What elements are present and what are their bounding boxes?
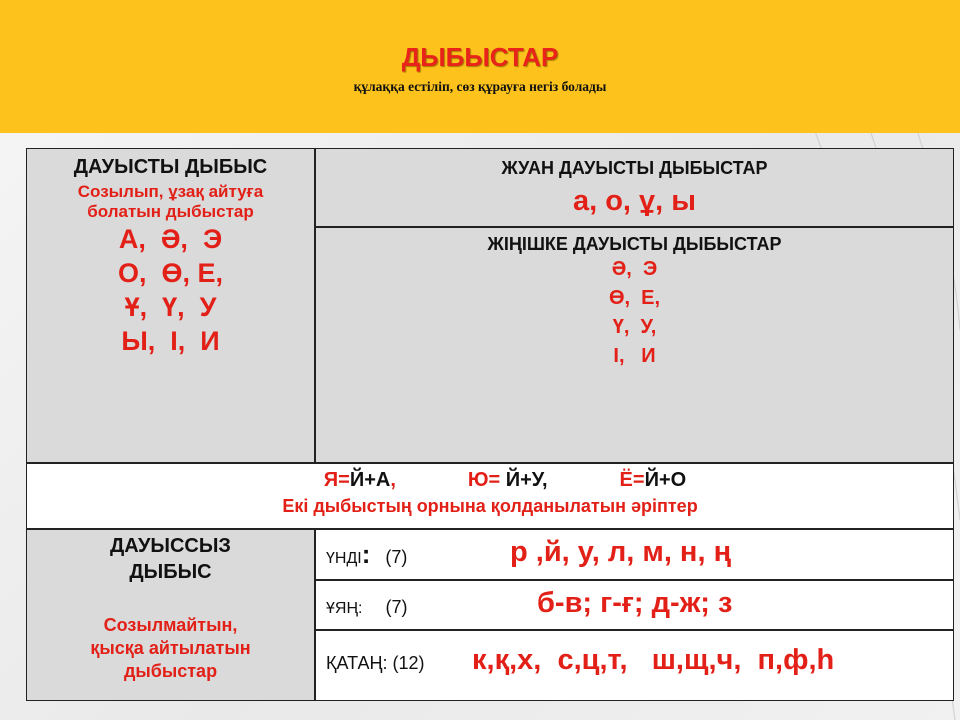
compound-letters-desc: Екі дыбыстың орнына қолданылатын әріптер	[282, 496, 698, 516]
soft-vowels-letters-row: Ә, Э	[611, 258, 658, 280]
sonorant-letters: р ,й, у, л, м, н, ң	[510, 536, 732, 568]
sounds-table	[26, 148, 954, 701]
soft-vowels-cell	[316, 228, 953, 462]
soft-vowels-letters-row: Ү, У,	[612, 316, 657, 338]
voiceless-row	[316, 631, 953, 700]
soft-vowels-title: ЖІҢІШКЕ ДАУЫСТЫ ДЫБЫСТАР	[487, 234, 782, 254]
voiceless-label-group	[326, 653, 425, 674]
sonorant-label-group	[326, 539, 408, 569]
vowels-letters-row: О, Ө, Е,	[117, 258, 224, 288]
page-subtitle: құлаққа естіліп, сөз құрауға негіз болады	[353, 79, 607, 94]
soft-vowels-letters-row: І, И	[613, 345, 656, 367]
vowels-desc-line1: Созылып, ұзақ айтуға	[77, 182, 264, 201]
voiced-label-group	[326, 597, 407, 618]
table-divider	[314, 226, 953, 228]
sonorant-colon: :	[361, 539, 371, 569]
compound-letters-cell	[27, 464, 953, 528]
vowels-letters-row: А, Ә, Э	[118, 224, 223, 254]
vowels-desc-line2: болатын дыбыстар	[87, 202, 254, 221]
compound-letter-yo: Ё=	[619, 469, 645, 491]
vowels-letters-row: Ұ, Ү, У	[124, 292, 217, 322]
sonorant-count: (7)	[385, 547, 408, 567]
page-title: ДЫБЫСТАР	[401, 42, 559, 72]
voiced-letters: б-в; г-ғ; д-ж; з	[537, 587, 733, 619]
voiced-count: (7)	[385, 597, 408, 617]
voiced-row	[316, 581, 953, 629]
hard-vowels-letters: а, о, ұ, ы	[572, 185, 697, 217]
consonants-desc-line3: дыбыстар	[123, 661, 218, 681]
table-divider	[27, 528, 953, 530]
vowels-title: ДАУЫСТЫ ДЫБЫС	[73, 156, 268, 178]
table-divider	[314, 579, 953, 581]
consonants-cell	[27, 530, 314, 700]
table-divider	[314, 528, 316, 700]
consonants-desc-line1: Созылмайтын,	[103, 615, 238, 635]
voiceless-letters: к,қ,х, с,ц,т, ш,щ,ч, п,ф,һ	[472, 644, 835, 676]
sonorant-row	[316, 530, 953, 579]
consonants-title-line1: ДАУЫССЫЗ	[110, 535, 231, 557]
compound-letter-yu: Ю=	[467, 469, 501, 491]
vowels-cell	[27, 149, 314, 462]
consonants-title-line2: ДЫБЫС	[129, 561, 212, 583]
compound-rule-yo: Й+О	[644, 469, 687, 491]
soft-vowels-letters-row: Ө, Е,	[608, 287, 661, 309]
sonorant-label: ҮНДІ	[326, 550, 362, 567]
voiceless-count: (12)	[392, 653, 425, 673]
table-divider	[314, 629, 953, 631]
consonants-desc-line2: қысқа айтылатын	[90, 638, 251, 658]
hard-vowels-title: ЖУАН ДАУЫСТЫ ДЫБЫСТАР	[501, 158, 768, 178]
compound-rule-yu: Й+У,	[500, 469, 548, 491]
voiced-label: ҰЯҢ:	[326, 600, 363, 617]
table-divider	[314, 149, 316, 462]
hard-vowels-cell	[316, 149, 953, 226]
table-divider	[27, 462, 953, 464]
compound-letter-ya: Я=	[323, 469, 350, 491]
compound-rule-ya: Й+А	[349, 469, 391, 491]
voiceless-label: ҚАТАҢ:	[326, 653, 388, 673]
vowels-letters-row: Ы, І, И	[121, 326, 220, 356]
compound-comma: ,	[390, 469, 396, 491]
title-banner	[0, 0, 960, 133]
compound-letters-rules	[27, 469, 953, 492]
